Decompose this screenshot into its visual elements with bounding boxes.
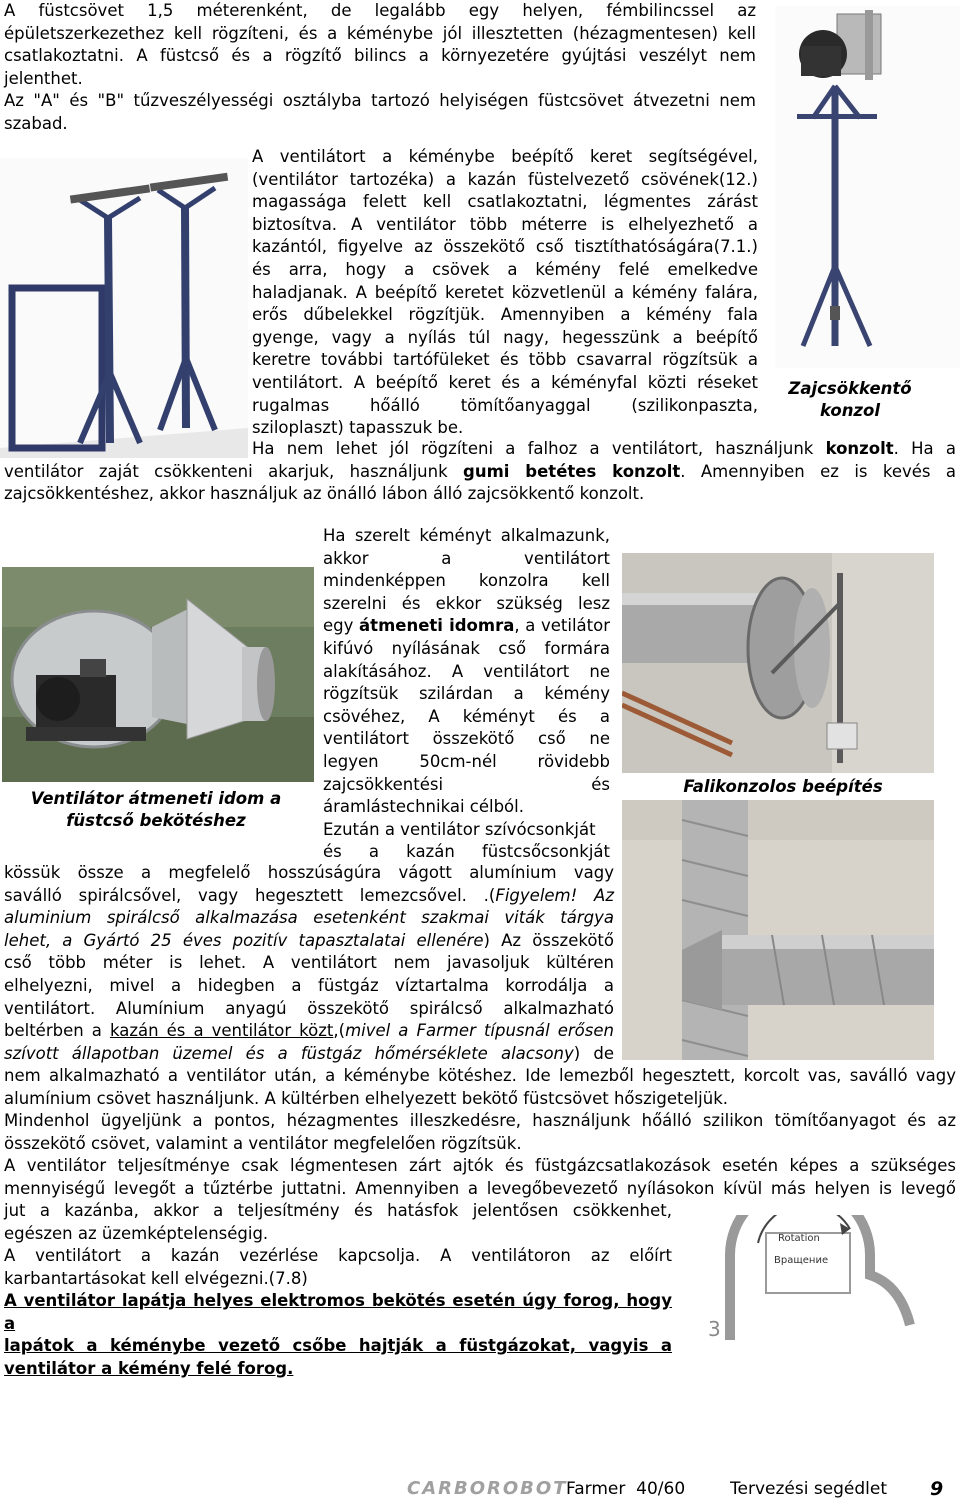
- text-line: rugalmas hőálló tömítőanyaggal (szilikonpaszta,: [252, 395, 758, 415]
- text-line: A füstcsövet 1,5 méterenként, de legalább egy helyen, fémbilincssel az: [4, 1, 756, 20]
- text-line: (ventilátor tartozéka) a kazán füstelvezető csövének(12.): [252, 169, 758, 189]
- text-line: alumínium csövet használjunk. A kültérben elhelyezett bekötő füstcsövet hőszigeteljük.: [4, 1088, 729, 1108]
- text-line: nem alkalmazható a ventilátor után, a kéménybe kötéshez. Ide lemezből hegesztett, korcolt vas, saválló vagy: [4, 1066, 956, 1086]
- text-line: ventilátort. Alumínium anyagú összekötő spirálcső alkalmazható: [4, 998, 614, 1018]
- underlined-run: ventilátor a kémény felé forog.: [4, 1358, 294, 1378]
- text-run: ) de: [573, 1043, 614, 1063]
- text-line: legyen 50cm-nél rövidebb: [323, 751, 610, 771]
- text-line: Mindenhol ügyeljünk a pontos, hézagmentes illeszkedésre, használjunk hőálló szilikon tömítőanyagot és az: [4, 1111, 956, 1130]
- caption-line: Zajcsökkentő: [788, 379, 912, 398]
- text-line: akkor a ventilátort: [323, 548, 610, 568]
- text-line: magassága felett kell csatlakoztatni, légmentes zárást: [252, 192, 758, 212]
- adapter-photo: [2, 567, 314, 782]
- rotation-number: 3: [708, 1317, 721, 1341]
- italic-run: lehet, a Gyártó 25 éves pozitív tapasztalatai ellenére: [4, 930, 484, 950]
- text-line: zajcsökkentési és: [323, 774, 610, 794]
- body-paragraph-5: [4, 1290, 672, 1380]
- text-line: összekötő csövet, valamint a ventilátor megfelelően rögzítsük.: [4, 1133, 522, 1153]
- text-run: ventilátor zaját csökkenteni akarjuk, használjunk: [4, 461, 464, 481]
- text-run: , a vetilátor: [514, 616, 610, 636]
- text-line: A ventilátort a kéménybe beépítő keret segítségével,: [252, 147, 758, 166]
- text-run: Ha nem lehet jól rögzíteni a falhoz a ventilátort, használjunk: [252, 439, 826, 458]
- underlined-run: kazán és a ventilátor közt: [109, 1021, 334, 1041]
- text-line: rögzítsük szilárdan a kémény: [323, 684, 610, 704]
- footer-model: Farmer 40/60: [566, 1479, 686, 1499]
- italic-run: mivel a Farmer típusnál erősen: [345, 1021, 614, 1041]
- bold-gumi-konzolt: gumi betétes konzolt: [463, 461, 681, 481]
- text-line: aluminium spirálcső alkalmazása esetenként szakmai viták tárgya: [4, 908, 614, 928]
- text-line: áramlástechnikai célból.: [323, 797, 524, 817]
- underlined-run: A ventilátor lapátja helyes elektromos bekötés esetén úgy forog, hogy a: [4, 1291, 672, 1333]
- text-line: A ventilátort a kazán vezérlése kapcsolja. A ventilátoron az előírt: [4, 1246, 672, 1265]
- body-paragraph-2: [4, 1110, 956, 1155]
- caption-line: füstcső bekötéshez: [66, 811, 246, 830]
- caption-line: Ventilátor átmeneti idom a: [30, 789, 282, 808]
- wall-console-photo: [622, 553, 934, 773]
- caption-line: konzol: [819, 401, 881, 420]
- wall-console-caption: [662, 776, 904, 798]
- noise-console-photo: [775, 6, 960, 368]
- text-line: sziloplaszt) tapasszuk be.: [252, 418, 464, 438]
- underlined-run: lapátok a kéménybe vezető csőbe hajtják a füstgázokat, vagyis a: [4, 1336, 672, 1356]
- caption-line: Falikonzolos beépítés: [683, 777, 883, 796]
- text-run: . Amennyiben ez is kevés a: [680, 461, 957, 481]
- console-paragraph: [4, 438, 956, 506]
- body-paragraph-4: [4, 1245, 672, 1290]
- body-paragraph-1: [4, 862, 956, 1111]
- text-line: mennyiségű levegőt a tűztérbe juttatni. Amennyiben a levegőbevezető nyílásokon kívül más helyen is levegő: [4, 1178, 956, 1198]
- text-line: és a kazán füstcsőcsonkját: [323, 842, 610, 862]
- text-line: kifúvó nyílásának cső formára: [323, 638, 610, 658]
- text-run: beltérben a: [4, 1021, 110, 1041]
- text-line: mindenképpen konzolra kell: [323, 571, 610, 591]
- text-line: csövéhez, A kéményt és a: [323, 706, 610, 726]
- text-line: karbantartásokat kell elvégezni.(7.8): [4, 1268, 308, 1288]
- text-run: ) Az összekötő: [483, 930, 614, 950]
- text-line: [4, 438, 956, 461]
- text-line: egészen az üzemképtelenségig.: [4, 1223, 269, 1243]
- text-line: [4, 1358, 672, 1381]
- text-line: zajcsökkentéshez, akkor használjuk az önálló lábon álló zajcsökkentő konzolt.: [4, 484, 645, 504]
- text-line: és arra, hogy a csövek a kémény felé emelkedve: [252, 259, 758, 279]
- text-line: A ventilátor teljesítménye csak légmentesen zárt ajtók és füstgázcsatlakozások esetén képes a szükséges: [4, 1156, 956, 1175]
- text-line: [4, 1020, 614, 1043]
- italic-run: Figyelem! Az: [495, 885, 614, 905]
- bold-konzolt: konzolt: [825, 439, 894, 458]
- text-line: [4, 930, 614, 953]
- text-line: jut a kazánba, akkor a teljesítmény és hatásfok jelentősen csökkenhet,: [4, 1201, 672, 1221]
- italic-run: szívott állapotban üzemel és a füstgáz hőmérséklete alacsony: [4, 1043, 574, 1063]
- text-line: haladjanak. A beépítő keretet közvetlenül a kémény falára,: [252, 282, 758, 302]
- noise-console-caption: [770, 378, 930, 422]
- text-run: . Ha a: [893, 439, 956, 458]
- footer-doc-title: Tervezési segédlet: [730, 1479, 888, 1499]
- text-line: [4, 461, 956, 484]
- footer-brand: CARBOROBOT: [407, 1478, 568, 1499]
- text-line: csatlakoztatni. A füstcső és a rögzítő bilincs a környezetére gyújtási veszélyt nem: [4, 46, 756, 66]
- text-line: kazántól, figyelve az összekötő cső tisztíthatóságára(7.1.): [252, 237, 758, 257]
- text-line: [4, 1043, 614, 1066]
- bold-atmeneti-idom: átmeneti idomra: [359, 616, 515, 636]
- text-line: elhelyezni, mivel a hidegben a füstgáz víztartalma korrodálja a: [4, 975, 614, 995]
- mounting-paragraph: [252, 146, 758, 440]
- text-line: alakításához. A ventilátort ne: [323, 661, 610, 681]
- text-line: Ezután a ventilátor szívócsonkját: [323, 819, 596, 839]
- text-line: szerelni és ekkor szükség lesz: [323, 593, 610, 613]
- text-line: épületszerkezethez kell rögzíteni, és a kéménybe jól illesztetten (hézagmentesen) kell: [4, 23, 756, 43]
- text-line: ventilátort összekötő cső ne: [323, 729, 610, 749]
- intro-paragraph: [4, 0, 756, 136]
- text-run: egy: [323, 616, 360, 636]
- text-line: jelenthet.: [4, 68, 83, 88]
- text-line: cső több méter is lehet. A ventilátort nem javasoljuk kültéren: [4, 953, 614, 973]
- text-run: ,(: [333, 1021, 346, 1041]
- rotation-diagram: [700, 1215, 940, 1350]
- text-line: szabad.: [4, 113, 68, 133]
- text-line: erős dűbelekkel rögzítjük. Amennyiben a kémény fala: [252, 305, 758, 325]
- text-line: keretre további tartófüleket és több csavarral rögzítsük a: [252, 350, 758, 370]
- text-run: saválló spirálcsővel, vagy hegesztett lemezcsővel. .(: [4, 885, 496, 905]
- footer-page-number: 9: [930, 1478, 944, 1500]
- rotation-label-ru: Вращение: [774, 1255, 829, 1266]
- adapter-caption: [20, 788, 292, 832]
- text-line: biztosítva. A ventilátor több méterre is elhelyezhető a: [252, 214, 758, 234]
- text-line: gyenge, vagy a nyílás túl nagy, hegesszünk a beépítő: [252, 327, 758, 347]
- rotation-label: Rotation: [778, 1233, 820, 1244]
- text-line: [4, 885, 614, 908]
- chimney-paragraph: [323, 525, 610, 864]
- text-line: [4, 1335, 672, 1358]
- text-line: [4, 1290, 672, 1335]
- text-line: kössük össze a megfelelő hosszúságúra vágott alumínium vagy: [4, 863, 614, 882]
- text-line: [323, 615, 610, 638]
- text-line: Az "A" és "B" tűzveszélyességi osztályba tartozó helyiségen füstcsövet átvezetni nem: [4, 91, 756, 111]
- mounting-frames-photo: [0, 158, 248, 458]
- text-line: Ha szerelt kéményt alkalmazunk,: [323, 526, 610, 545]
- text-line: ventilátort. A beépítő keret és a kéményfal közti réseket: [252, 372, 758, 392]
